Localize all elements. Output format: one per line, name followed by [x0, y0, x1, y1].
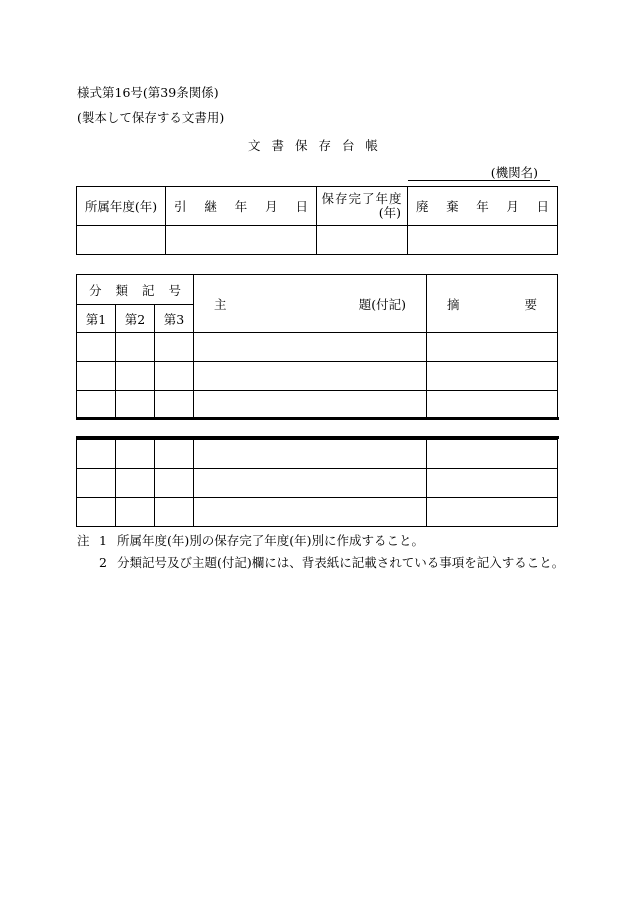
table-cell[interactable]	[116, 469, 155, 498]
note-item: 注 1 所属年度(年)別の保存完了年度(年)別に作成すること。	[77, 530, 564, 552]
table-cell[interactable]	[155, 362, 194, 391]
table-cell[interactable]	[77, 469, 116, 498]
break-line-upper	[76, 417, 559, 420]
title-char: 存	[318, 138, 331, 153]
table-cell[interactable]	[155, 440, 194, 469]
table-cell[interactable]	[194, 440, 427, 469]
title-char: 台	[341, 138, 355, 153]
table-cell[interactable]	[427, 469, 558, 498]
table-cell[interactable]	[194, 391, 427, 420]
transfer-table	[76, 186, 558, 255]
table-cell[interactable]	[155, 469, 194, 498]
header-subject: 主 題(付記)	[194, 275, 427, 333]
agency-label: (機関名)	[490, 165, 538, 180]
header-summary: 摘 要	[427, 275, 558, 333]
table-row	[77, 333, 558, 362]
table-cell[interactable]	[194, 362, 427, 391]
cell-retention-end[interactable]	[317, 226, 408, 255]
table-cell[interactable]	[77, 391, 116, 420]
header-transfer-date: 引 継 年 月 日	[166, 187, 317, 226]
header-classification-code: 分 類 記 号	[77, 275, 194, 305]
table-cell[interactable]	[116, 333, 155, 362]
header-sub-2: 第2	[116, 305, 155, 333]
title-char: 書	[271, 138, 284, 153]
title-char: 帳	[365, 138, 378, 153]
page-title	[248, 136, 378, 154]
table-cell[interactable]	[155, 333, 194, 362]
table-cell[interactable]	[77, 362, 116, 391]
table-cell[interactable]	[77, 440, 116, 469]
table-cell[interactable]	[116, 440, 155, 469]
table-cell[interactable]	[116, 391, 155, 420]
header-retention-end: 保存完了年度 (年)	[317, 187, 408, 226]
table-row	[77, 440, 558, 469]
table-cell[interactable]	[77, 333, 116, 362]
table-row	[77, 498, 558, 527]
form-note: (製本して保存する文書用)	[77, 110, 225, 125]
table-row	[77, 391, 558, 420]
register-table-upper	[76, 274, 558, 420]
note-item: 2 分類記号及び主題(付記)欄には、背表紙に記載されている事項を記入すること。	[99, 555, 565, 570]
form-number: 様式第16号(第39条関係)	[77, 85, 219, 100]
table-cell[interactable]	[427, 498, 558, 527]
table-cell[interactable]	[427, 440, 558, 469]
cell-transfer-date[interactable]	[166, 226, 317, 255]
notes	[77, 530, 564, 574]
table-cell[interactable]	[116, 498, 155, 527]
table-cell[interactable]	[77, 498, 116, 527]
table-row	[77, 362, 558, 391]
title-char: 保	[294, 138, 308, 153]
table-cell[interactable]	[155, 391, 194, 420]
table-cell[interactable]	[427, 362, 558, 391]
header-sub-3: 第3	[155, 305, 194, 333]
table-cell[interactable]	[116, 362, 155, 391]
table-cell[interactable]	[155, 498, 194, 527]
note-prefix: 注	[77, 533, 90, 548]
table-cell[interactable]	[427, 333, 558, 362]
table-cell[interactable]	[194, 498, 427, 527]
cell-disposal-date[interactable]	[408, 226, 558, 255]
table-cell[interactable]	[194, 469, 427, 498]
header-fiscal-year: 所属年度(年)	[77, 187, 166, 226]
table-cell[interactable]	[427, 391, 558, 420]
title-char: 文	[248, 138, 261, 153]
cell-fiscal-year[interactable]	[77, 226, 166, 255]
header-sub-1: 第1	[77, 305, 116, 333]
table-row	[77, 469, 558, 498]
register-table-lower	[76, 439, 558, 527]
table-cell[interactable]	[194, 333, 427, 362]
agency-name-field[interactable]	[408, 163, 550, 181]
header-disposal-date: 廃 棄 年 月 日	[408, 187, 558, 226]
